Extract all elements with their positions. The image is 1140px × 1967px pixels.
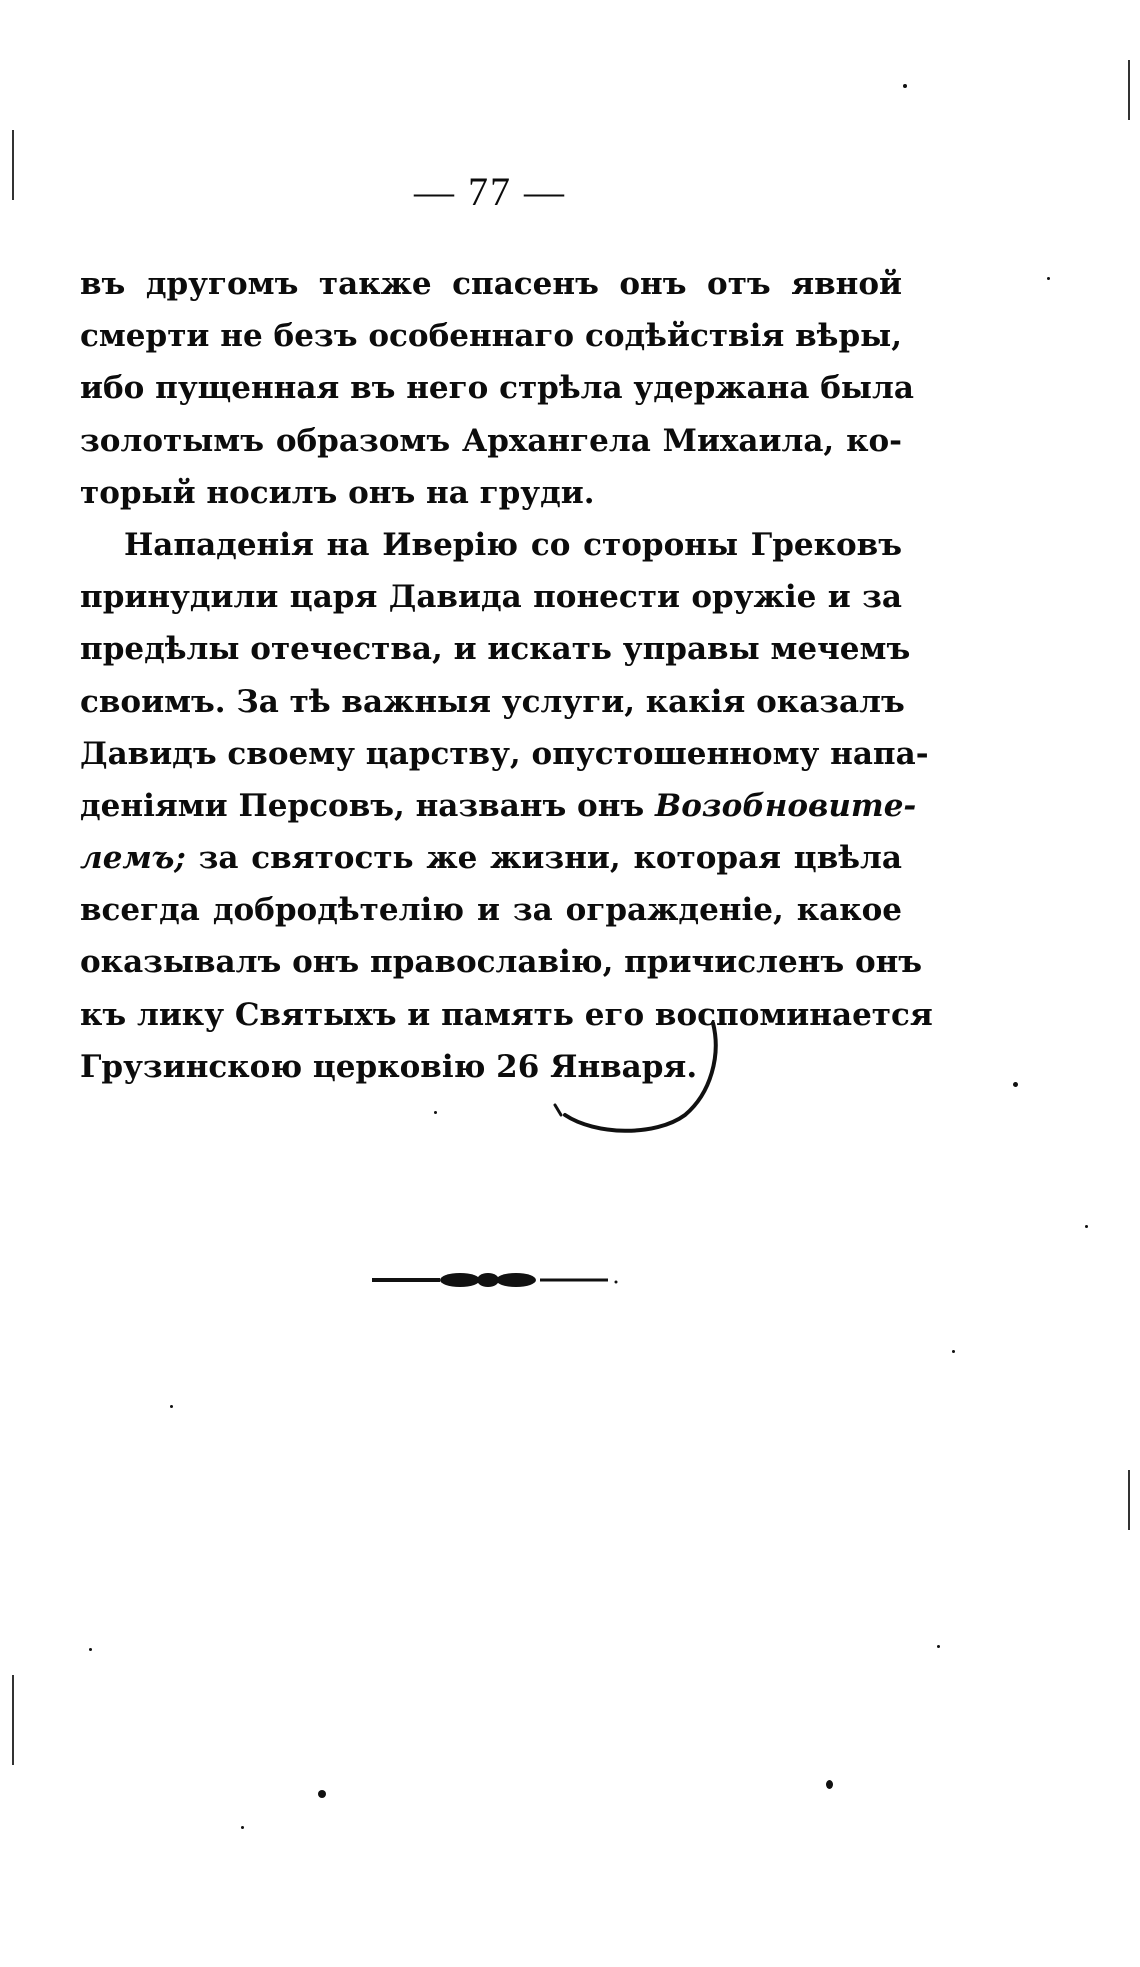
text-line-8: предѣлы отечества, и искать управы мечемъ: [80, 631, 911, 668]
text-line-11: [80, 780, 917, 832]
text-line-11-roman: деніями Персовъ, названъ онъ: [80, 787, 645, 824]
text-line-14: оказывалъ онъ православію, причисленъ онъ: [80, 944, 923, 981]
scan-speck: [1047, 277, 1050, 280]
text-line-7: принудили царя Давида понести оружіе и за: [80, 579, 902, 616]
text-line-12-roman: за святость же жизни, которая цвѣла: [198, 840, 902, 877]
text-line-15: къ лику Святыхъ и память его воспоминается: [80, 996, 933, 1033]
text-line-3: ибо пущенная въ него стрѣла удержана была: [80, 370, 914, 407]
scan-speck: [241, 1826, 244, 1829]
text-line-4: золотымъ образомъ Архангела Михаила, ко-: [80, 422, 902, 459]
body-text: [80, 258, 933, 1093]
text-line-9: своимъ. За тѣ важныя услуги, какія оказалъ: [80, 683, 905, 720]
scan-speck: [1013, 1082, 1018, 1087]
text-line-2: смерти не безъ особеннаго содѣйствія вѣры,: [80, 318, 902, 355]
text-line-16: Грузинскою церковію 26 Января.: [80, 1048, 698, 1085]
scan-edge-mark: [12, 1675, 14, 1765]
text-line-1: въ другомъ также спасенъ онъ отъ явной: [80, 266, 902, 302]
scan-speck: [1085, 1225, 1088, 1228]
text-line-13: всегда добродѣтелію и за огражденіе, какое: [80, 892, 902, 929]
scan-speck: [826, 1780, 833, 1789]
text-line-11-italic: Возобновите-: [655, 787, 917, 824]
end-ornament: [370, 1268, 620, 1292]
text-line-12-italic: лемъ;: [80, 840, 186, 877]
text-line-12: [80, 832, 902, 884]
scan-edge-mark: [1128, 1470, 1130, 1530]
scan-edge-mark: [12, 130, 14, 200]
text-line-10: Давидъ своему царству, опустошенному напа-: [80, 735, 929, 772]
scan-speck: [937, 1645, 940, 1648]
scan-edge-mark: [1128, 60, 1130, 120]
scan-speck: [89, 1648, 92, 1651]
pen-mark-curve: [535, 1015, 735, 1145]
scan-speck: [903, 84, 907, 88]
scan-speck: [170, 1405, 173, 1408]
scan-speck: [318, 1790, 326, 1798]
text-line-6: Нападенія на Иверію со стороны Грековъ: [124, 526, 902, 563]
scan-speck: [952, 1350, 955, 1353]
scan-speck: [434, 1111, 437, 1114]
text-line-5: торый носилъ онъ на груди.: [80, 474, 595, 511]
page-number: — 77 —: [414, 169, 566, 214]
